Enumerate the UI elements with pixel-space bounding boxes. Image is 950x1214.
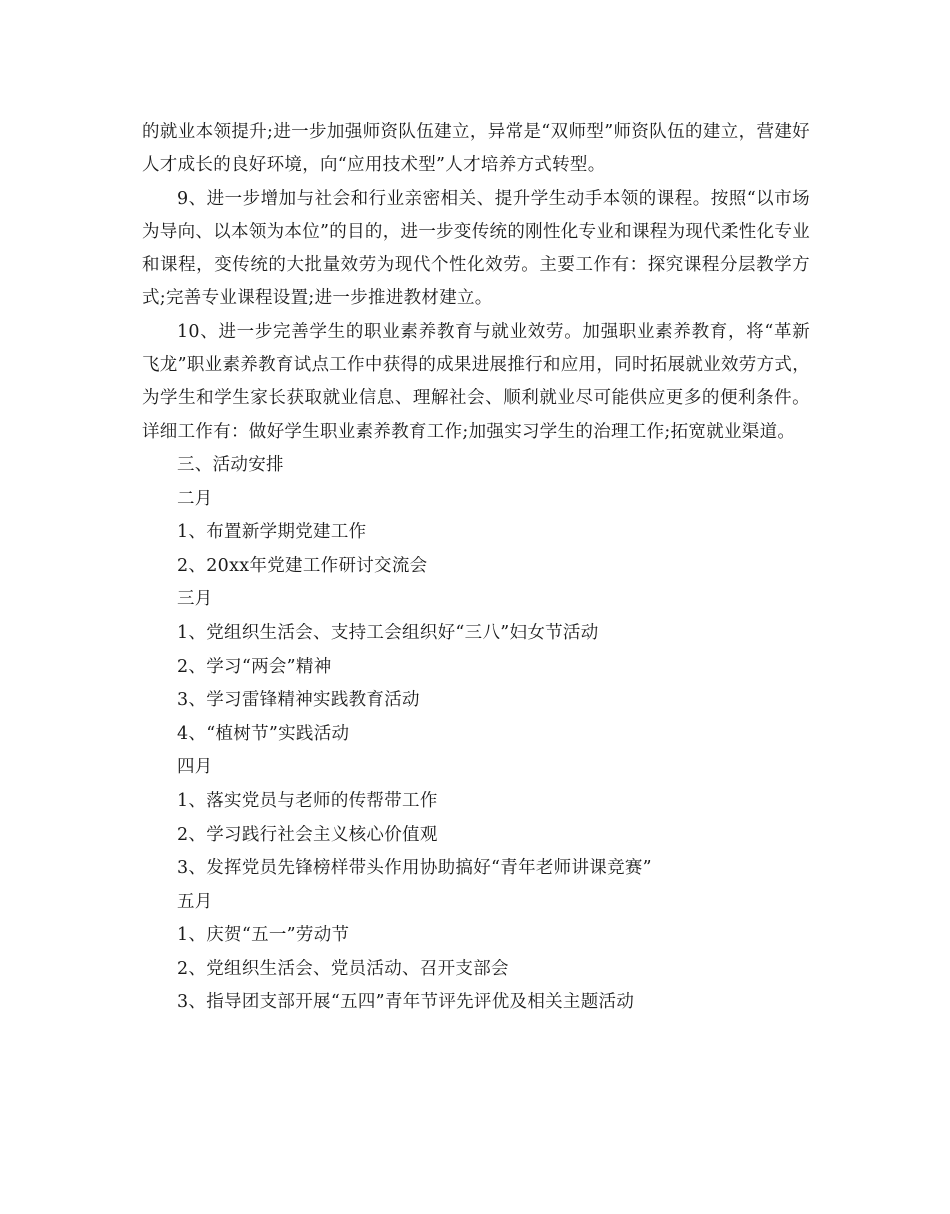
list-item: 1、党组织生活会、支持工会组织好“三八”妇女节活动 xyxy=(177,622,599,643)
list-item: 1、布置新学期党建工作 xyxy=(177,522,367,543)
document-body xyxy=(142,116,810,1020)
activity-schedule xyxy=(142,449,810,1020)
month-heading: 三月 xyxy=(177,589,213,610)
list-item: 3、指导团支部开展“五四”青年节评先评优及相关主题活动 xyxy=(177,992,635,1013)
list-item: 2、学习践行社会主义核心价值观 xyxy=(177,824,438,845)
list-item: 2、20xx年党建工作研讨交流会 xyxy=(177,555,428,576)
section-heading: 三、活动安排 xyxy=(177,454,284,475)
month-block-april xyxy=(142,751,810,885)
month-heading: 二月 xyxy=(177,488,213,509)
month-heading: 四月 xyxy=(177,757,213,778)
list-item: 1、庆贺“五一”劳动节 xyxy=(177,925,350,946)
month-block-march xyxy=(142,583,810,751)
list-item: 2、党组织生活会、党员活动、召开支部会 xyxy=(177,958,509,979)
paragraph-continuation: 的就业本领提升;进一步加强师资队伍建立，异常是“双师型”师资队伍的建立，营建好人才成长的良好环境，向“应用技术型”人才培养方式转型。 xyxy=(142,122,810,176)
list-item: 3、发挥党员先锋榜样带头作用协助搞好“青年老师讲课竞赛” xyxy=(177,858,652,879)
list-item: 3、学习雷锋精神实践教育活动 xyxy=(177,690,420,711)
paragraph-item-10: 10、进一步完善学生的职业素养教育与就业效劳。加强职业素养教育，将“革新飞龙”职业素养教育试点工作中获得的成果进展推行和应用，同时拓展就业效劳方式，为学生和学生家长获取就业信息、理解社会、顺利就业尽可能供应更多的便利条件。详细工作有：做好学生职业素养教育工作;加强实习学生的治理工作;拓宽就业渠道。 xyxy=(142,321,810,442)
list-item: 4、“植树节”实践活动 xyxy=(177,723,350,744)
month-block-may xyxy=(142,886,810,1020)
list-item: 1、落实党员与老师的传帮带工作 xyxy=(177,790,438,811)
paragraph-item-9: 9、进一步增加与社会和行业亲密相关、提升学生动手本领的课程。按照“以市场为导向、以本领为本位”的目的，进一步变传统的刚性化专业和课程为现代柔性化专业和课程，变传统的大批量效劳为现代个性化效劳。主要工作有：探究课程分层教学方式;完善专业课程设置;进一步推进教材建立。 xyxy=(142,188,810,309)
month-heading: 五月 xyxy=(177,891,213,912)
list-item: 2、学习“两会”精神 xyxy=(177,656,332,677)
month-block-february xyxy=(142,483,810,584)
